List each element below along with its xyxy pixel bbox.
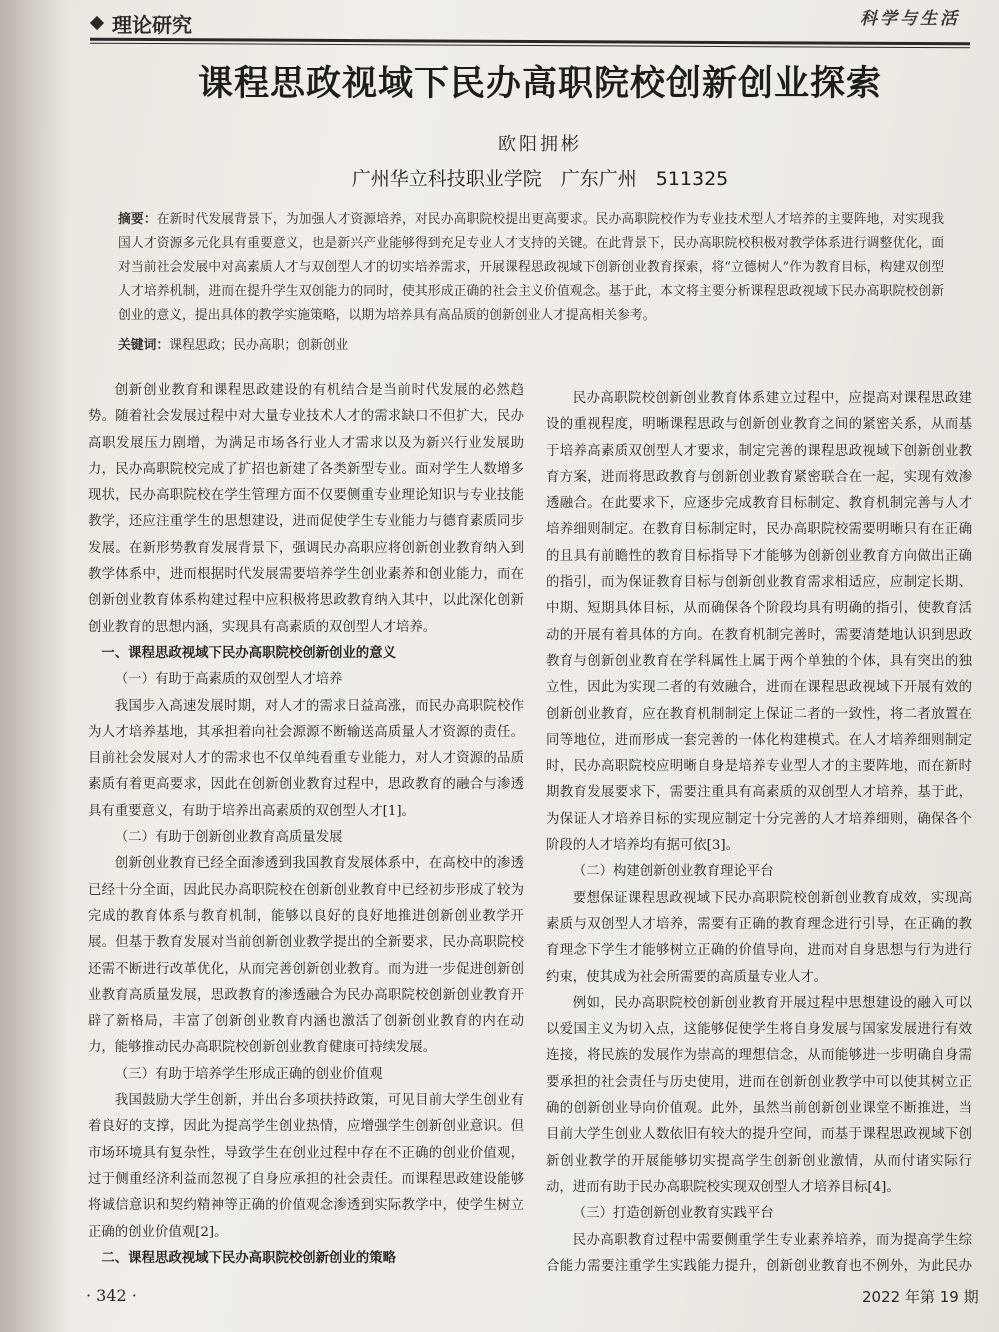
section-heading: 一、课程思政视域下民办高职院校创新创业的意义 [101, 645, 396, 661]
subsection-heading: （一）有助于高素质的双创型人才培养 [114, 672, 343, 688]
diamond-icon [90, 16, 104, 30]
issue-number: 2022 年第 19 期 [862, 1288, 979, 1306]
subsection-heading: （三）打造创新创业教育实践平台 [572, 1206, 774, 1222]
paragraph: 民办高职院校创新创业教育体系建立过程中，应提高对课程思政建设的重视程度，明晰课程思政与创新创业教育之间的紧密关系，从而基于培养高素质双创型人才要求，制定完善的课程思政视域下创新创业教育方案，进而将思政教育与创新创业教育紧密联合在一起，实现有效渗透融合。在此要求下，应逐步完成教育目标制定、教育机制完善与人才培养细则制定。在教育目标制定时，民办高职院校需要明晰只有在正确的且具有前瞻性的教育目标指导下才能够为创新创业教育方向做出正确的指引，而为保证教育目标与创新创业教育需求相适应，应制定长期、中期、短期具体目标，从而确保各个阶段均具有明确的指引，使教育活动的开展有着具体的方向。在教育机制完善时，需要清楚地认识到思政教育与创新创业教育在学科属性上属于两个单独的个体，具有突出的独立性，因此为实现二者的有效融合，进而在课程思政视域下开展有效的创新创业教育，应在教育机制制定上保证二者的一致性，将二者放置在同等地位，进而形成一套完善的一体化构建模式。在人才培养细则制定时，民办高职院校应明晰自身是培养专业型人才的主要阵地，而在新时期教育发展要求下，需要注重具有高素质的双创型人才培养，基于此，为保证人才培养目标的实现应制定十分完善的人才培养细则，确保各个阶段的人才培养均有据可依[3]。 [546, 391, 972, 854]
paragraph: 创新创业教育已经全面渗透到我国教育发展体系中，在高校中的渗透已经十分全面，因此民办高职院校在创新创业教育中已经初步形成了较为完成的教育体系与教育机制，能够以良好的良好地推进创新创业教学开展。但基于教育发展对当前创新创业教学提出的全新要求，民办高职院校还需不断进行改革优化，从而完善创新创业教育。而为进一步促进创新创业教育高质量发展，思政教育的渗透融合为民办高职院校创新创业教育开辟了新格局，丰富了创新创业教育内涵也激活了创新创业教育的内在动力，能够推动民办高职院校创新创业教育健康可持续发展。 [88, 856, 524, 1056]
paragraph: 要想保证课程思政视域下民办高职院校创新创业教育成效，实现高素质与双创型人才培养，需要有正确的教育理念进行引导，在正确的教育理念下学生才能够树立正确的价值导向，进而对自身思想与行为进行约束，使其成为社会所需要的高质量专业人才。 [546, 890, 972, 985]
article-author: 欧阳拥彬 [498, 134, 582, 155]
paragraph: 民办高职教育过程中需要侧重学生专业素养培养，而为提高学生综合能力需要注重学生实践能力提升，创新创业教育也不例外，为此民办 [546, 1232, 972, 1274]
paragraph: 创新创业教育和课程思政建设的有机结合是当前时代发展的必然趋势。随着社会发展过程中对大量专业技术人才的需求缺口不但扩大，民办高职发展压力剧增，为满足市场各行业人才需求以及为新兴行业发展助力，民办高职院校完成了扩招也新建了各类新型专业。面对学生人数增多现状，民办高职院校在学生管理方面不仅要侧重专业理论知识与专业技能教学，还应注重学生的思想建设，进而促使学生专业能力与德育素质同步发展。在新形势教育发展背景下，强调民办高职应将创新创业教育纳入到教学体系中，进而根据时代发展需要培养学生创业素养和创业能力，而在创新创业教育体系构建过程中应积极将思政教育纳入其中，以此深化创新创业教育的思想内涵，实现具有高素质的双创型人才培养。 [88, 383, 524, 635]
paragraph: 例如，民办高职院校创新创业教育开展过程中思想建设的融入可以以爱国主义为切入点，这能够促使学生将自身发展与国家发展进行有效连接，将民族的发展作为崇高的理想信念，从而能够进一步明确自身需要承担的社会责任与历史使用，进而在创新创业教学中可以使其树立正确的创新创业导向价值观。此外，虽然当前创新创业课堂不断推进，当目前大学生创业人数依旧有较大的提升空间，而基于课程思政视域下创新创业教学的开展能够切实提高学生创新创业激情，从而付诸实际行动，进而有助于民办高职院校实现双创型人才培养目标[4]。 [546, 995, 972, 1195]
binding-shadow [0, 0, 70, 1332]
abstract-label: 摘要： [118, 212, 157, 227]
journal-name: 科学与生活 [860, 9, 960, 29]
abstract [118, 208, 944, 340]
keywords-label: 关键词： [118, 338, 170, 353]
abstract-text: 在新时代发展背景下，为加强人才资源培养，对民办高职院校提出更高要求。民办高职院校作为专业技术型人才培养的主要阵地，对实现我国人才资源多元化具有重要意义，也是新兴产业能够得到充足专业人才支持的关键。在此背景下，民办高职院校积极对教学体系进行调整优化，面对当前社会发展中对高素质人才与双创型人才的切实培养需求，开展课程思政视域下创新创业教育探索，将“立德树人”作为教育目标，构建双创型人才培养机制，进而在提升学生双创能力的同时，使其形成正确的社会主义价值观念。基于此，本文将主要分析课程思政视域下民办高职院校创新创业的意义，提出具体的教学实施策略，以期为培养具有高品质的创新创业人才提高相关参考。 [118, 212, 945, 323]
section-header [92, 8, 392, 38]
keywords-text: 课程思政；民办高职；创新创业 [169, 338, 349, 353]
paragraph: 我国鼓励大学生创新，并出台多项扶持政策，可见目前大学生创业有着良好的支撑，因此为提高学生创业热情，应增强学生创新创业意识。但市场环境具有复杂性，导致学生在创业过程中存在不正确的创业价值观，过于侧重经济利益而忽视了自身应承担的社会责任。而课程思政建设能够将诚信意识和契约精神等正确的价值观念渗透到实际教学中，使学生树立正确的创业价值观[2]。 [88, 1093, 524, 1240]
subsection-heading: （二）有助于创新创业教育高质量发展 [114, 830, 343, 846]
left-column [88, 378, 524, 1266]
page-number: · 342 · [86, 1286, 137, 1305]
paragraph: 我国步入高速发展时期，对人才的需求日益高涨，而民办高职院校作为人才培养基地，其承担着向社会源源不断输送高质量人才资源的责任。目前社会发展对人才的需求也不仅单纯看重专业能力，对人才资源的品质素质有着更高要求，因此在创新创业教育过程中，思政教育的融合与渗透具有重要意义，有助于培养出高素质的双创型人才[1]。 [88, 698, 524, 819]
section-name: 理论研究 [112, 12, 192, 37]
subsection-heading: （三）有助于培养学生形成正确的创业价值观 [114, 1066, 383, 1082]
article-title: 课程思政视域下民办高职院校创新创业探索 [197, 64, 882, 104]
subsection-heading: （二）构建创新创业教育理论平台 [572, 864, 774, 880]
keywords [118, 334, 618, 358]
article-affiliation: 广州华立科技职业学院 广东广州 511325 [351, 168, 729, 190]
section-heading: 二、课程思政视域下民办高职院校创新创业的策略 [101, 1250, 396, 1266]
right-column [546, 386, 972, 1274]
